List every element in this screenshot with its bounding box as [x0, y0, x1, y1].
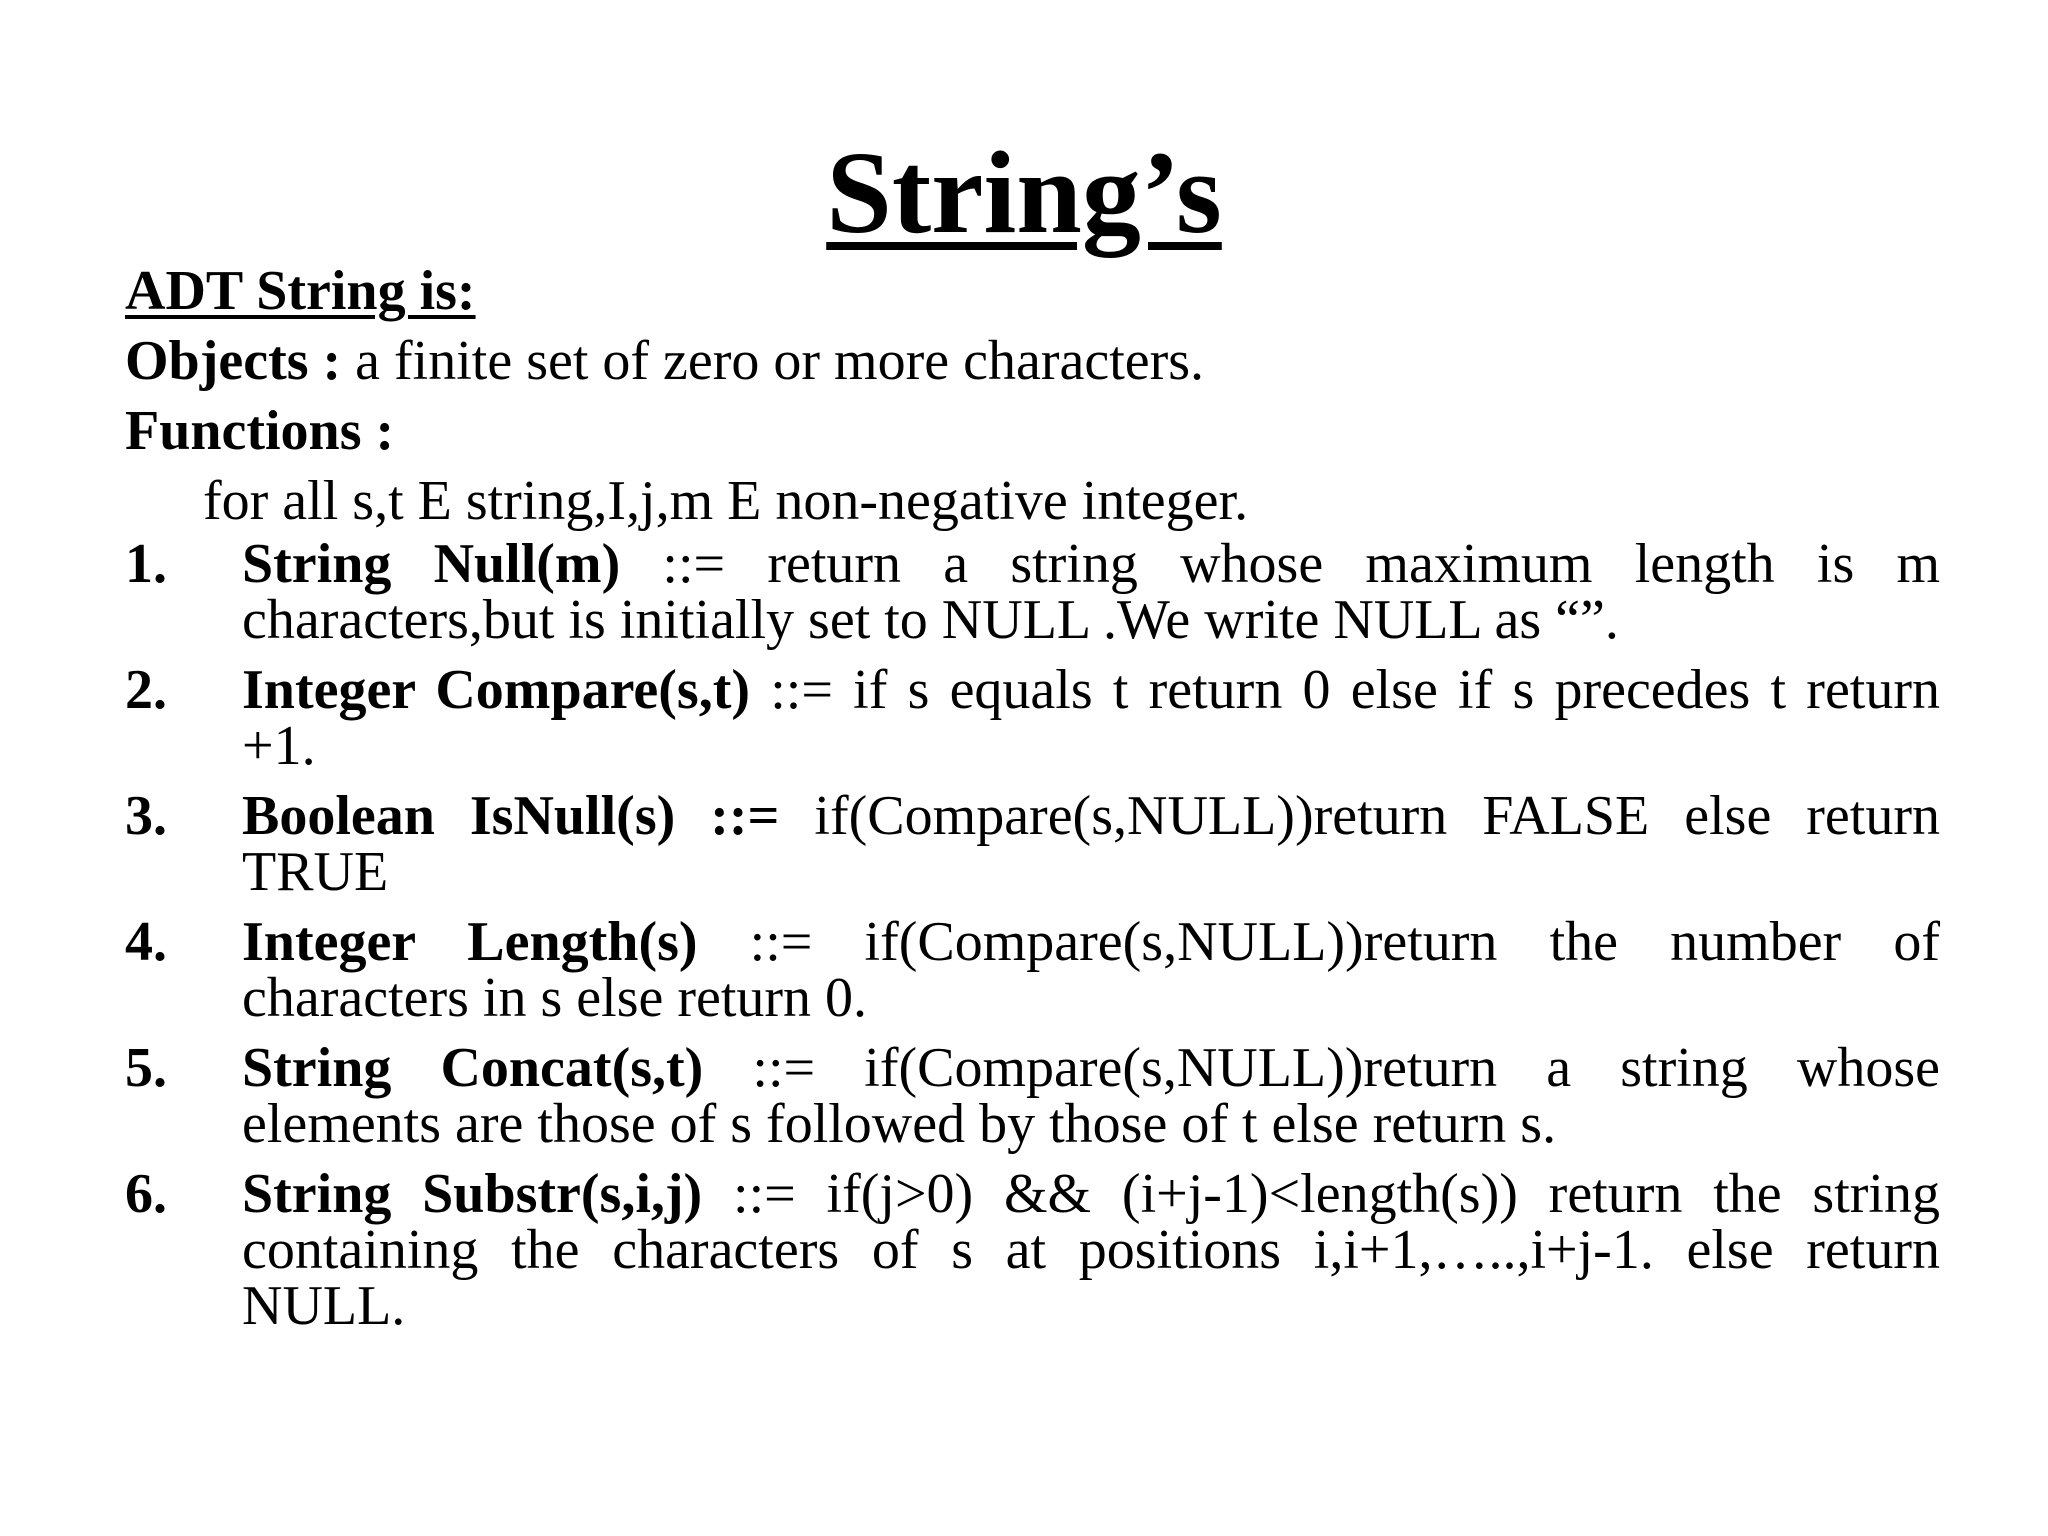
function-signature: String Substr(s,i,j): [242, 1163, 703, 1225]
slide-body: [125, 262, 1940, 1348]
function-description: ::= if(Compare(s,NULL))return a string whose elements are those of s followed by those of t else return s.: [242, 1037, 1940, 1155]
functions-label-text: Functions :: [125, 400, 395, 462]
objects-text: a finite set of zero or more characters.: [341, 330, 1205, 392]
objects-line: [125, 332, 1940, 390]
function-number: 5.: [125, 1037, 167, 1099]
functions-label: [125, 402, 1940, 460]
objects-label: Objects :: [125, 330, 342, 392]
function-number: 1.: [125, 533, 167, 595]
function-number: 2.: [125, 659, 167, 721]
function-item-5: [125, 1037, 1940, 1155]
function-signature: String Concat(s,t): [242, 1037, 704, 1099]
function-number: 6.: [125, 1163, 167, 1225]
functions-domain-note: for all s,t E string,I,j,m E non-negative integer.: [203, 470, 1249, 532]
function-item-6: [125, 1163, 1940, 1337]
function-description: ::= if(Compare(s,NULL))return the number of characters in s else return 0.: [242, 911, 1940, 1029]
function-item-4: [125, 911, 1940, 1029]
function-signature: Integer Length(s): [242, 911, 698, 973]
function-description: if(Compare(s,NULL))return FALSE else return TRUE: [242, 785, 1940, 903]
function-signature: Boolean IsNull(s) ::=: [242, 785, 780, 847]
slide-title-text: String’s: [826, 127, 1222, 258]
function-description: ::= if(j>0) && (i+j-1)<length(s)) return the string containing the characters of s at positions i,i+1,…..,i+j-1. else return NULL.: [242, 1163, 1940, 1337]
function-signature: String Null(m): [242, 533, 621, 595]
function-description: ::= if s equals t return 0 else if s precedes t return +1.: [242, 659, 1940, 777]
slide-title: [0, 128, 2048, 258]
function-signature: Integer Compare(s,t): [242, 659, 751, 721]
function-item-3: [125, 785, 1940, 903]
function-item-2: [125, 659, 1940, 777]
function-list: [125, 533, 1941, 1337]
function-number: 4.: [125, 911, 167, 973]
function-number: 3.: [125, 785, 167, 847]
function-item-1: [125, 533, 1941, 651]
adt-heading: ADT String is:: [125, 260, 476, 322]
function-description: ::= return a string whose maximum length is m characters,but is initially set to NULL .We write NULL as “”.: [242, 533, 1941, 651]
